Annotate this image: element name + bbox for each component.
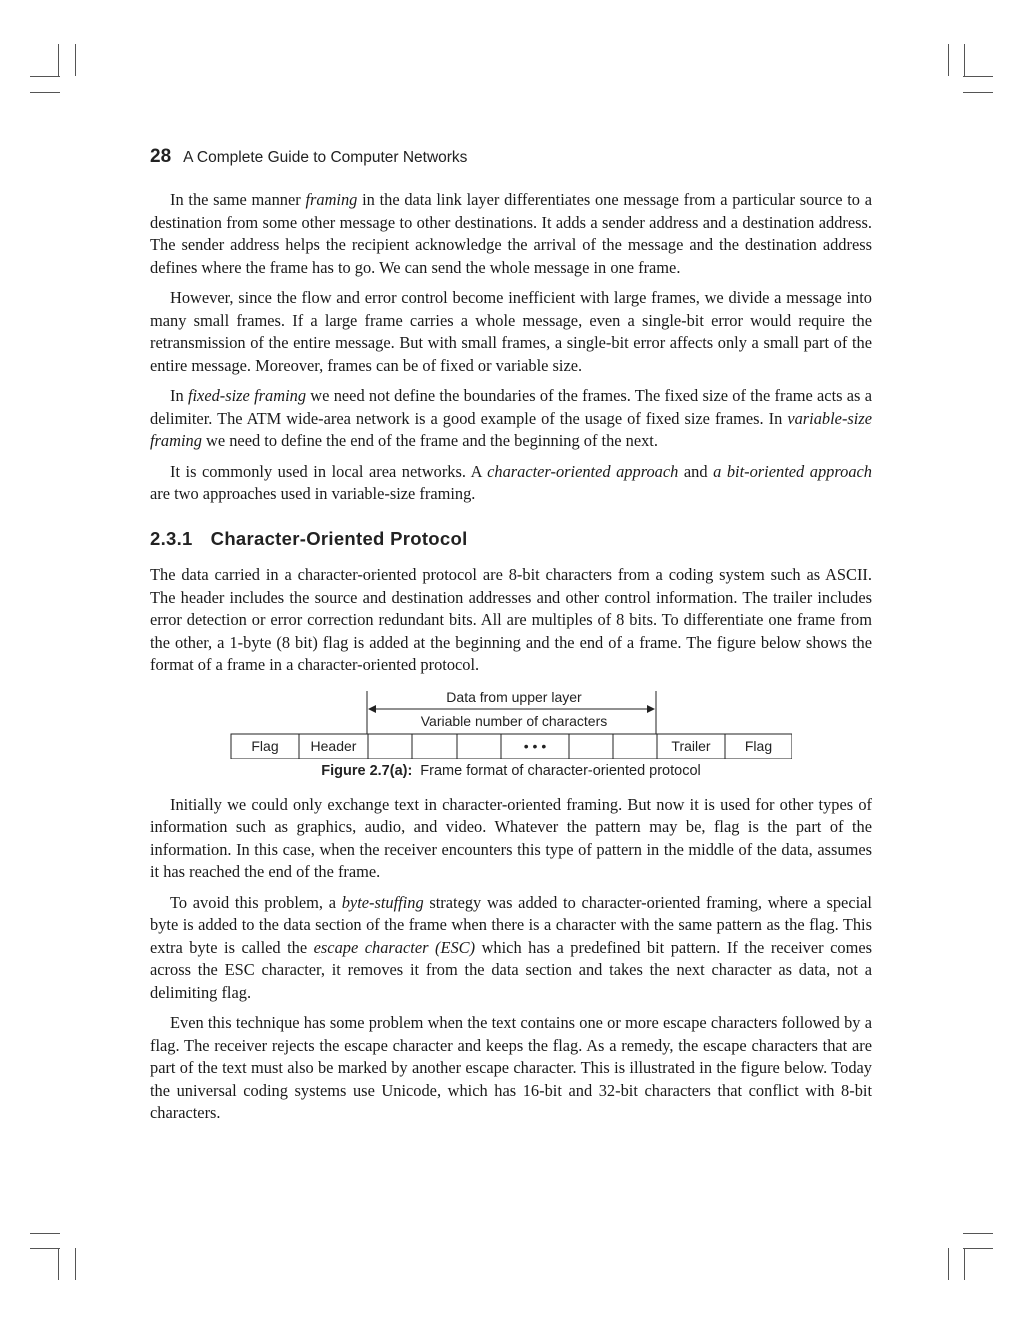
crop-mark [964,44,965,76]
section-title: Character-Oriented Protocol [210,527,468,549]
crop-mark [75,44,76,76]
paragraph: In fixed-size framing we need not define the boundaries of the frames. The fixed size of the frame acts as a delimiter. The ATM wide-area network is a good example of the usage of fixed size frames. In variable-size framing we need to define the end of the frame and the beginning of the next. [150,386,872,450]
frame-format-figure [150,685,872,780]
crop-mark [58,44,59,76]
paragraph: In the same manner framing in the data link layer differentiates one message from a particular source to a destination from some other message to other destinations. It adds a sender address and a destination address. The sender address helps the recipient acknowledge the arrival of the message and the destination address defines where the frame has to go. We can send the whole message in one frame. [150,190,872,277]
frame-cell [457,734,501,759]
variable-chars-label: Variable number of characters [420,712,608,729]
upper-layer-label: Data from upper layer [446,688,582,705]
frame-cell-label: Header [310,737,357,754]
frame-cells [231,734,792,759]
book-title: A Complete Guide to Computer Networks [183,149,468,166]
frame-cell-label: Trailer [671,737,711,754]
frame-cell-label: • • • [523,737,547,754]
crop-mark [30,1248,60,1249]
crop-mark [75,1248,76,1280]
paragraph: Even this technique has some problem when the text contains one or more escape characters followed by a flag. The receiver rejects the escape character and keeps the flag. As a remedy, the escape characters that are part of the text must also be marked by another escape character. This is illustrated in the figure below. Today the universal coding systems use Unicode, which has 16-bit and 32-bit characters that conflict with 8-bit characters. [150,1013,872,1122]
crop-mark [30,76,60,77]
frame-cell-label: Flag [251,737,279,754]
crop-mark [963,1233,993,1234]
crop-mark [58,1248,59,1280]
crop-mark [963,1248,993,1249]
figure-caption [150,760,872,783]
crop-mark [30,92,60,93]
crop-mark [964,1248,965,1280]
frame-cell [569,734,613,759]
figure-label: Figure 2.7(a): [321,762,413,779]
paragraph: The data carried in a character-oriented protocol are 8-bit characters from a coding system such as ASCII. The header includes the source and destination addresses and other control information. The trailer includes error detection or error correction redundant bits. All are multiples of 8 bits. To differentiate one frame from the other, a 1-byte (8 bit) flag is added at the beginning and the end of a frame. The figure below shows the format of a frame in a character-oriented protocol. [150,565,872,674]
section-heading [150,528,872,551]
crop-mark [30,1233,60,1234]
section-number: 2.3.1 [150,527,193,549]
figure-caption-text: Frame format of character-oriented protocol [420,762,701,779]
crop-mark [948,1248,949,1280]
crop-mark [963,76,993,77]
frame-diagram [230,685,792,759]
frame-cell [412,734,457,759]
paragraph: Initially we could only exchange text in character-oriented framing. But now it is used for other types of information such as graphics, audio, and video. Whatever the pattern may be, flag is the part of the information. In this case, when the receiver encounters this type of pattern in the middle of the data, assumes it has reached the end of the frame. [150,794,872,881]
page-body [150,189,872,1133]
crop-mark [963,92,993,93]
running-head [150,146,467,168]
paragraph: To avoid this problem, a byte-stuffing strategy was added to character-oriented framing, where a special byte is added to the data section of the frame when there is a character with the same pattern as the flag. This extra byte is called the escape character (ESC) which has a predefined bit pattern. If the receiver comes across the ESC character, it removes it from the data section and takes the next character as data, not a delimiting flag. [150,892,872,1002]
frame-cell [613,734,657,759]
crop-mark [948,44,949,76]
paragraph: However, since the flow and error control become inefficient with large frames, we divide a message into many small frames. If a large frame carries a whole message, even a single-bit error would require the retransmission of the entire message. But with small frames, a single-bit error affects only a small part of the entire message. Moreover, frames can be of fixed or variable size. [150,288,872,375]
frame-cell [368,734,412,759]
frame-cell-label: Flag [744,737,773,754]
paragraph: It is commonly used in local area networks. A character-oriented approach and a bit-oriented approach are two approaches used in variable-size framing. [150,461,872,503]
page-number: 28 [150,146,172,167]
